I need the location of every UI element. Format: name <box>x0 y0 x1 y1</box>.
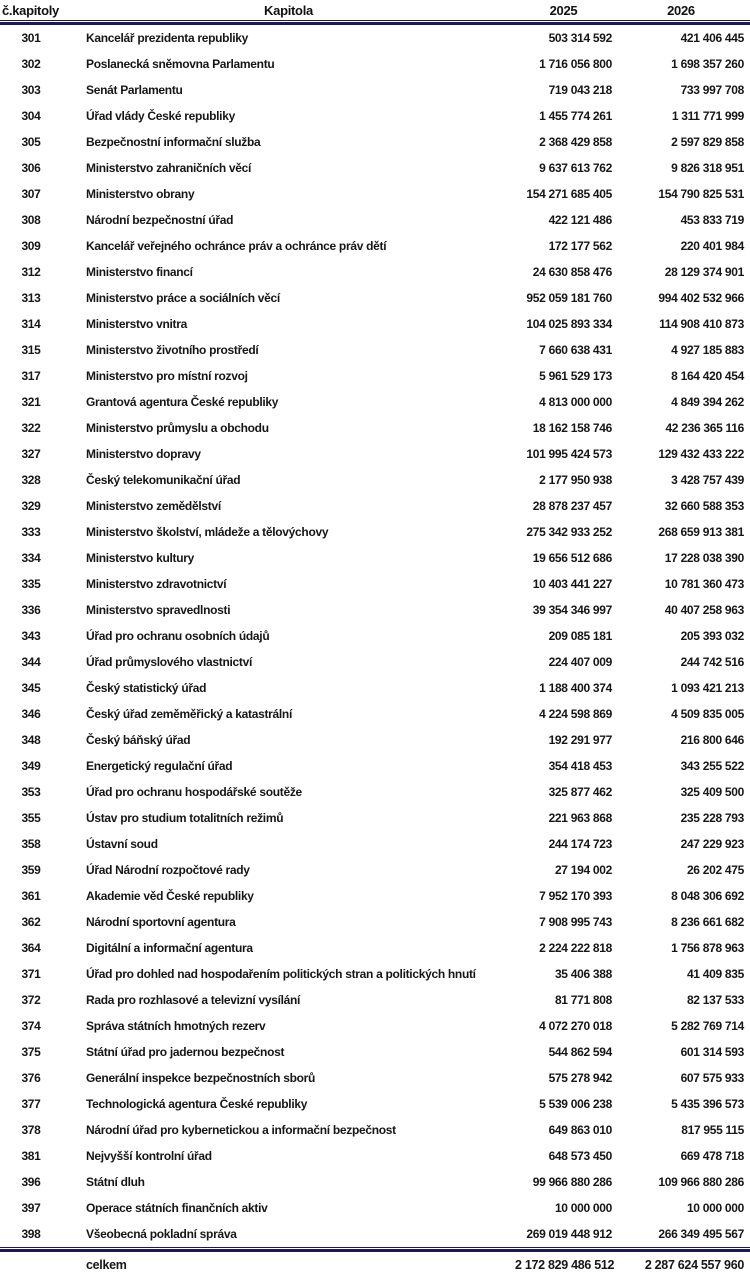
chapter-number-cell: 315 <box>21 343 41 357</box>
chapter-name-cell: Poslanecká sněmovna Parlamentu <box>86 57 275 71</box>
chapter-name-cell: Kancelář veřejného ochránce práv a ochránce práv dětí <box>86 239 387 253</box>
column-header-chapter-number: č.kapitoly <box>2 2 59 18</box>
chapter-number-cell: 343 <box>21 629 41 643</box>
value-2026-cell: 3 428 757 439 <box>671 473 744 487</box>
chapter-number-cell: 361 <box>21 889 41 903</box>
value-2025-cell: 10 403 441 227 <box>532 577 612 591</box>
table-row <box>0 857 750 883</box>
table-row <box>0 1169 750 1195</box>
value-2025-cell: 35 406 388 <box>554 967 612 981</box>
value-2025-cell: 1 188 400 374 <box>539 681 612 695</box>
value-2026-cell: 1 756 878 963 <box>671 941 744 955</box>
value-2025-cell: 503 314 592 <box>548 31 612 45</box>
value-2025-cell: 224 407 009 <box>548 655 612 669</box>
value-2026-cell: 453 833 719 <box>680 213 744 227</box>
chapter-number-cell: 346 <box>21 707 41 721</box>
value-2026-cell: 82 137 533 <box>686 993 744 1007</box>
table-row <box>0 1117 750 1143</box>
table-row <box>0 779 750 805</box>
value-2025-cell: 244 174 723 <box>548 837 612 851</box>
chapter-name-cell: Senát Parlamentu <box>86 83 183 97</box>
chapter-number-cell: 345 <box>21 681 41 695</box>
table-row <box>0 233 750 259</box>
chapter-name-cell: Technologická agentura České republiky <box>86 1097 308 1111</box>
value-2026-cell: 205 393 032 <box>680 629 744 643</box>
total-label: celkem <box>86 1258 127 1272</box>
chapter-number-cell: 322 <box>21 421 41 435</box>
total-row <box>0 1252 750 1278</box>
value-2026-cell: 244 742 516 <box>680 655 744 669</box>
table-row <box>0 753 750 779</box>
chapter-name-cell: Operace státních finančních aktiv <box>86 1201 268 1215</box>
chapter-name-cell: Ministerstvo zahraničních věcí <box>86 161 252 175</box>
value-2026-cell: 817 955 115 <box>681 1123 744 1137</box>
value-2025-cell: 4 072 270 018 <box>539 1019 612 1033</box>
chapter-number-cell: 321 <box>21 395 41 409</box>
table-row <box>0 363 750 389</box>
chapter-name-cell: Český báňský úřad <box>86 733 191 747</box>
value-2025-cell: 10 000 000 <box>554 1201 612 1215</box>
chapter-number-cell: 313 <box>21 291 41 305</box>
table-row <box>0 1195 750 1221</box>
value-2025-cell: 2 177 950 938 <box>539 473 612 487</box>
value-2025-cell: 719 043 218 <box>548 83 612 97</box>
table-row <box>0 1143 750 1169</box>
value-2026-cell: 8 164 420 454 <box>671 369 744 383</box>
table-body <box>0 25 750 1247</box>
value-2025-cell: 4 224 598 869 <box>539 707 612 721</box>
table-row <box>0 77 750 103</box>
value-2025-cell: 649 863 010 <box>548 1123 612 1137</box>
value-2026-cell: 114 908 410 873 <box>659 317 744 331</box>
value-2025-cell: 5 961 529 173 <box>539 369 612 383</box>
chapter-name-cell: Ministerstvo vnitra <box>86 317 187 331</box>
table-row <box>0 25 750 51</box>
chapter-name-cell: Ministerstvo financí <box>86 265 193 279</box>
value-2026-cell: 26 202 475 <box>686 863 744 877</box>
table-row <box>0 649 750 675</box>
table-row <box>0 623 750 649</box>
value-2026-cell: 235 228 793 <box>680 811 744 825</box>
value-2025-cell: 7 660 638 431 <box>539 343 612 357</box>
value-2026-cell: 10 781 360 473 <box>664 577 744 591</box>
chapter-number-cell: 378 <box>21 1123 41 1137</box>
chapter-name-cell: Úřad pro dohled nad hospodařením politických stran a politických hnutí <box>86 967 476 981</box>
chapter-number-cell: 327 <box>21 447 41 461</box>
chapter-number-cell: 309 <box>21 239 41 253</box>
value-2025-cell: 648 573 450 <box>548 1149 612 1163</box>
table-row <box>0 103 750 129</box>
value-2026-cell: 1 698 357 260 <box>671 57 744 71</box>
value-2026-cell: 41 409 835 <box>686 967 744 981</box>
value-2026-cell: 343 255 522 <box>680 759 744 773</box>
chapter-name-cell: Ministerstvo životního prostředí <box>86 343 259 357</box>
value-2025-cell: 19 656 512 686 <box>532 551 612 565</box>
chapter-name-cell: Grantová agentura České republiky <box>86 395 279 409</box>
value-2026-cell: 5 435 396 573 <box>671 1097 744 1111</box>
chapter-name-cell: Digitální a informační agentura <box>86 941 253 955</box>
chapter-name-cell: Nejvyšší kontrolní úřad <box>86 1149 212 1163</box>
table-row <box>0 129 750 155</box>
value-2026-cell: 129 432 433 222 <box>658 447 744 461</box>
value-2025-cell: 7 952 170 393 <box>539 889 612 903</box>
chapter-name-cell: Ústavní soud <box>86 837 158 851</box>
chapter-number-cell: 374 <box>21 1019 41 1033</box>
value-2026-cell: 2 597 829 858 <box>671 135 744 149</box>
value-2025-cell: 101 995 424 573 <box>526 447 612 461</box>
table-row <box>0 519 750 545</box>
chapter-name-cell: Ministerstvo zdravotnictví <box>86 577 227 591</box>
chapter-name-cell: Státní dluh <box>86 1175 145 1189</box>
value-2025-cell: 1 716 056 800 <box>539 57 612 71</box>
column-header-chapter-name: Kapitola <box>264 2 313 18</box>
value-2025-cell: 28 878 237 457 <box>532 499 612 513</box>
table-row <box>0 571 750 597</box>
chapter-number-cell: 359 <box>21 863 41 877</box>
chapter-number-cell: 303 <box>21 83 41 97</box>
chapter-name-cell: Ministerstvo obrany <box>86 187 195 201</box>
table-row <box>0 883 750 909</box>
value-2025-cell: 27 194 002 <box>554 863 612 877</box>
table-row <box>0 545 750 571</box>
chapter-name-cell: Úřad průmyslového vlastnictví <box>86 655 253 669</box>
value-2026-cell: 8 048 306 692 <box>671 889 744 903</box>
table-row <box>0 935 750 961</box>
chapter-number-cell: 314 <box>21 317 41 331</box>
chapter-name-cell: Generální inspekce bezpečnostních sborů <box>86 1071 316 1085</box>
value-2025-cell: 104 025 893 334 <box>526 317 612 331</box>
value-2025-cell: 275 342 933 252 <box>526 525 612 539</box>
chapter-name-cell: Český telekomunikační úřad <box>86 473 241 487</box>
value-2026-cell: 154 790 825 531 <box>658 187 744 201</box>
chapter-name-cell: Ministerstvo dopravy <box>86 447 201 461</box>
chapter-number-cell: 333 <box>21 525 41 539</box>
chapter-number-cell: 362 <box>21 915 41 929</box>
value-2026-cell: 10 000 000 <box>686 1201 744 1215</box>
table-row <box>0 493 750 519</box>
chapter-name-cell: Kancelář prezidenta republiky <box>86 31 249 45</box>
chapter-number-cell: 348 <box>21 733 41 747</box>
chapter-name-cell: Bezpečnostní informační služba <box>86 135 261 149</box>
chapter-name-cell: Energetický regulační úřad <box>86 759 233 773</box>
chapter-name-cell: Všeobecná pokladní správa <box>86 1227 237 1241</box>
table-row <box>0 51 750 77</box>
value-2025-cell: 2 224 222 818 <box>539 941 612 955</box>
table-row <box>0 259 750 285</box>
chapter-number-cell: 329 <box>21 499 41 513</box>
table-row <box>0 441 750 467</box>
value-2026-cell: 42 236 365 116 <box>665 421 744 435</box>
value-2026-cell: 733 997 708 <box>680 83 744 97</box>
table-row <box>0 675 750 701</box>
column-header-2026: 2026 <box>667 2 695 18</box>
chapter-number-cell: 344 <box>21 655 41 669</box>
table-row <box>0 467 750 493</box>
value-2025-cell: 422 121 486 <box>548 213 612 227</box>
value-2025-cell: 81 771 808 <box>554 993 612 1007</box>
chapter-number-cell: 375 <box>21 1045 41 1059</box>
table-row <box>0 207 750 233</box>
total-value-2026: 2 287 624 557 960 <box>644 1258 744 1272</box>
table-row <box>0 1221 750 1247</box>
table-row <box>0 805 750 831</box>
value-2026-cell: 1 311 771 999 <box>671 109 744 123</box>
value-2026-cell: 109 966 880 286 <box>658 1175 744 1189</box>
chapter-number-cell: 397 <box>21 1201 41 1215</box>
value-2025-cell: 325 877 462 <box>548 785 612 799</box>
chapter-name-cell: Státní úřad pro jadernou bezpečnost <box>86 1045 285 1059</box>
chapter-number-cell: 305 <box>21 135 41 149</box>
value-2026-cell: 669 478 718 <box>680 1149 744 1163</box>
chapter-name-cell: Rada pro rozhlasové a televizní vysílání <box>86 993 301 1007</box>
value-2026-cell: 268 659 913 381 <box>658 525 744 539</box>
table-row <box>0 1039 750 1065</box>
value-2026-cell: 5 282 769 714 <box>671 1019 744 1033</box>
value-2025-cell: 209 085 181 <box>548 629 612 643</box>
table-row <box>0 727 750 753</box>
chapter-name-cell: Akademie věd České republiky <box>86 889 254 903</box>
table-row <box>0 311 750 337</box>
chapter-name-cell: Ministerstvo pro místní rozvoj <box>86 369 248 383</box>
value-2026-cell: 1 093 421 213 <box>671 681 744 695</box>
chapter-number-cell: 355 <box>21 811 41 825</box>
chapter-name-cell: Úřad vlády České republiky <box>86 109 235 123</box>
value-2025-cell: 18 162 158 746 <box>532 421 612 435</box>
chapter-number-cell: 312 <box>21 265 41 279</box>
chapter-name-cell: Ministerstvo kultury <box>86 551 195 565</box>
chapter-number-cell: 358 <box>21 837 41 851</box>
value-2025-cell: 1 455 774 261 <box>539 109 612 123</box>
chapter-name-cell: Úřad pro ochranu osobních údajů <box>86 629 270 643</box>
chapter-number-cell: 377 <box>21 1097 41 1111</box>
value-2025-cell: 4 813 000 000 <box>539 395 612 409</box>
value-2025-cell: 354 418 453 <box>548 759 612 773</box>
table-row <box>0 701 750 727</box>
value-2026-cell: 8 236 661 682 <box>671 915 744 929</box>
table-row <box>0 337 750 363</box>
table-row <box>0 1013 750 1039</box>
value-2025-cell: 544 862 594 <box>548 1045 612 1059</box>
chapter-number-cell: 328 <box>21 473 41 487</box>
table-row <box>0 1091 750 1117</box>
value-2026-cell: 32 660 588 353 <box>664 499 744 513</box>
value-2026-cell: 9 826 318 951 <box>671 161 744 175</box>
chapter-name-cell: Národní sportovní agentura <box>86 915 236 929</box>
chapter-number-cell: 335 <box>21 577 41 591</box>
table-row <box>0 961 750 987</box>
chapter-name-cell: Úřad Národní rozpočtové rady <box>86 863 250 877</box>
total-value-2025: 2 172 829 486 512 <box>515 1258 615 1272</box>
value-2026-cell: 607 575 933 <box>680 1071 744 1085</box>
chapter-number-cell: 306 <box>21 161 41 175</box>
value-2026-cell: 4 927 185 883 <box>671 343 744 357</box>
table-row <box>0 181 750 207</box>
chapter-name-cell: Ministerstvo spravedlnosti <box>86 603 231 617</box>
value-2025-cell: 221 963 868 <box>548 811 612 825</box>
table-header-row <box>0 0 750 20</box>
value-2025-cell: 172 177 562 <box>548 239 612 253</box>
chapter-name-cell: Úřad pro ochranu hospodářské soutěže <box>86 785 302 799</box>
value-2025-cell: 192 291 977 <box>548 733 612 747</box>
column-header-2025: 2025 <box>549 2 578 18</box>
table-row <box>0 909 750 935</box>
value-2025-cell: 2 368 429 858 <box>539 135 612 149</box>
chapter-number-cell: 376 <box>21 1071 41 1085</box>
chapter-number-cell: 353 <box>21 785 41 799</box>
value-2026-cell: 266 349 495 567 <box>658 1227 744 1241</box>
chapter-number-cell: 372 <box>21 993 41 1007</box>
value-2026-cell: 28 129 374 901 <box>664 265 744 279</box>
table-row <box>0 155 750 181</box>
chapter-number-cell: 336 <box>21 603 41 617</box>
chapter-name-cell: Český úřad zeměměřický a katastrální <box>86 707 292 721</box>
value-2026-cell: 247 229 923 <box>680 837 744 851</box>
chapter-name-cell: Ministerstvo školství, mládeže a tělovýchovy <box>86 525 329 539</box>
chapter-number-cell: 307 <box>21 187 41 201</box>
value-2026-cell: 4 509 835 005 <box>671 707 744 721</box>
table-row <box>0 285 750 311</box>
chapter-number-cell: 364 <box>21 941 41 955</box>
chapter-number-cell: 349 <box>21 759 41 773</box>
chapter-name-cell: Národní bezpečnostní úřad <box>86 213 234 227</box>
chapter-name-cell: Ministerstvo průmyslu a obchodu <box>86 421 269 435</box>
chapter-name-cell: Ministerstvo zemědělství <box>86 499 221 513</box>
value-2026-cell: 325 409 500 <box>680 785 744 799</box>
chapter-number-cell: 381 <box>21 1149 41 1163</box>
value-2025-cell: 99 966 880 286 <box>532 1175 612 1189</box>
table-row <box>0 597 750 623</box>
value-2025-cell: 9 637 613 762 <box>539 161 612 175</box>
chapter-name-cell: Ústav pro studium totalitních režimů <box>86 811 284 825</box>
value-2026-cell: 4 849 394 262 <box>671 395 744 409</box>
chapter-number-cell: 396 <box>21 1175 41 1189</box>
chapter-number-cell: 398 <box>21 1227 41 1241</box>
value-2025-cell: 952 059 181 760 <box>526 291 612 305</box>
table-row <box>0 987 750 1013</box>
chapter-name-cell: Ministerstvo práce a sociálních věcí <box>86 291 280 305</box>
value-2026-cell: 421 406 445 <box>680 31 744 45</box>
value-2025-cell: 24 630 858 476 <box>532 265 612 279</box>
table-row <box>0 1065 750 1091</box>
value-2025-cell: 39 354 346 997 <box>532 603 612 617</box>
value-2026-cell: 601 314 593 <box>680 1045 744 1059</box>
value-2025-cell: 7 908 995 743 <box>539 915 612 929</box>
chapter-number-cell: 334 <box>21 551 41 565</box>
table-row <box>0 831 750 857</box>
chapter-number-cell: 308 <box>21 213 41 227</box>
value-2025-cell: 575 278 942 <box>548 1071 612 1085</box>
chapter-number-cell: 304 <box>21 109 41 123</box>
value-2026-cell: 17 228 038 390 <box>664 551 744 565</box>
value-2026-cell: 994 402 532 966 <box>658 291 744 305</box>
value-2025-cell: 154 271 685 405 <box>526 187 612 201</box>
chapter-number-cell: 301 <box>21 31 41 45</box>
chapter-name-cell: Národní úřad pro kybernetickou a informační bezpečnost <box>86 1123 396 1137</box>
chapter-number-cell: 317 <box>21 369 41 383</box>
value-2025-cell: 5 539 006 238 <box>539 1097 612 1111</box>
chapter-number-cell: 371 <box>21 967 41 981</box>
value-2025-cell: 269 019 448 912 <box>526 1227 612 1241</box>
value-2026-cell: 40 407 258 963 <box>664 603 744 617</box>
value-2026-cell: 216 800 646 <box>680 733 744 747</box>
chapter-name-cell: Správa státních hmotných rezerv <box>86 1019 266 1033</box>
chapter-name-cell: Český statistický úřad <box>86 681 207 695</box>
chapter-number-cell: 302 <box>21 57 41 71</box>
value-2026-cell: 220 401 984 <box>680 239 744 253</box>
table-row <box>0 389 750 415</box>
table-row <box>0 415 750 441</box>
